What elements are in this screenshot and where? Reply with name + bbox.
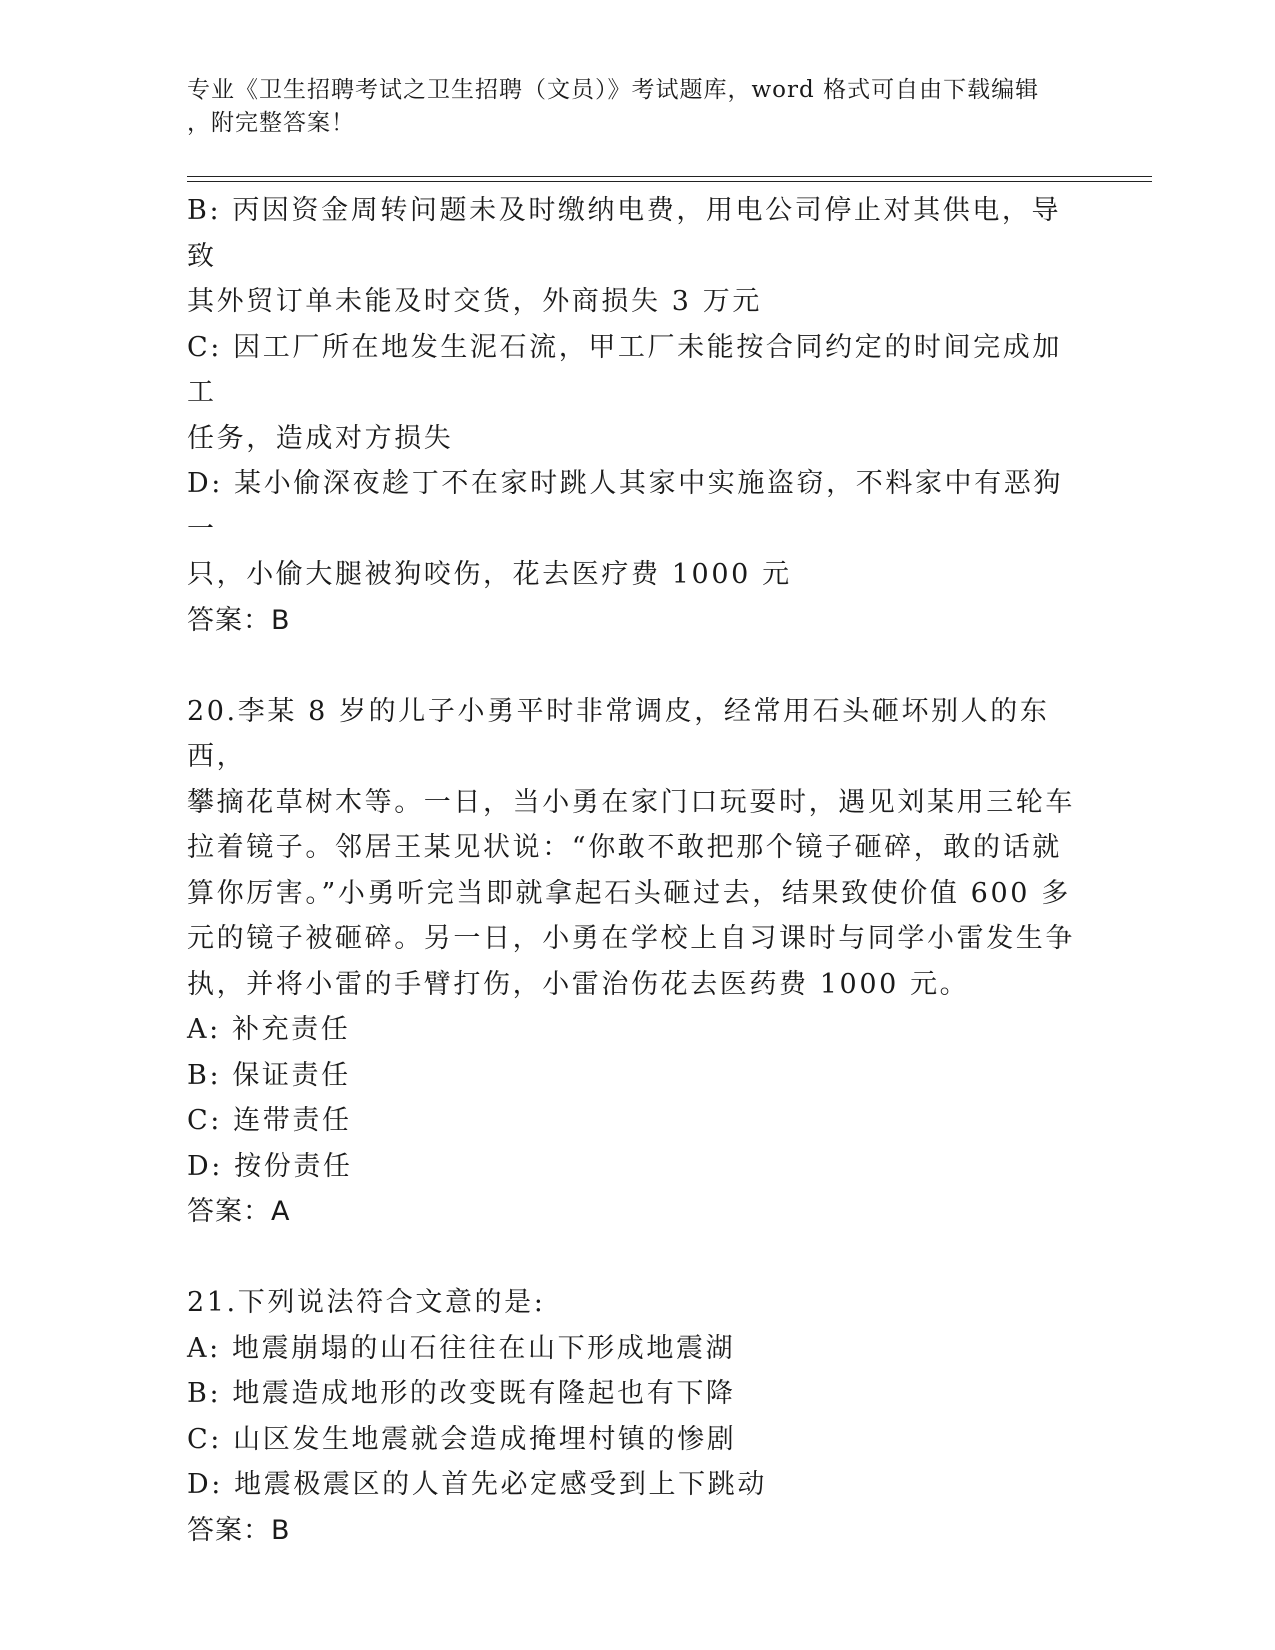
q19-option-c-line-2: 任务，造成对方损失	[187, 422, 454, 454]
q21-stem: 21.下列说法符合文意的是:	[187, 1287, 546, 1318]
q20-option-b: B: 保证责任	[187, 1059, 351, 1091]
header-title-line-1: 专业《卫生招聘考试之卫生招聘（文员）》考试题库，word 格式可自由下载编辑	[187, 77, 1040, 103]
q20-stem-line-2: 攀摘花草树木等。一日，当小勇在家门口玩耍时，遇见刘某用三轮车	[187, 786, 1075, 818]
q21-answer: 答案：B	[187, 1514, 291, 1546]
q20-option-a: A: 补充责任	[187, 1014, 351, 1045]
page-header	[187, 74, 1087, 140]
question-20	[187, 689, 1087, 1235]
q21-option-b: B: 地震造成地形的改变既有隆起也有下降	[187, 1378, 736, 1409]
spacer	[187, 1235, 1087, 1281]
q20-stem-line-4: 算你厉害。”小勇听完当即就拿起石头砸过去，结果致使价值 600 多	[187, 877, 1071, 909]
q19-option-d-line-1: D: 某小偷深夜趁丁不在家时跳人其家中实施盗窃，不料家中有恶狗一	[187, 468, 1063, 545]
q20-stem-line-6: 执，并将小雷的手臂打伤，小雷治伤花去医药费 1000 元。	[187, 968, 970, 1000]
header-divider-top	[187, 176, 1152, 177]
spacer	[187, 643, 1087, 689]
q20-answer: 答案：A	[187, 1196, 291, 1227]
q19-option-d-line-2: 只，小偷大腿被狗咬伤，花去医疗费 1000 元	[187, 559, 792, 590]
q21-option-c: C: 山区发生地震就会造成掩埋村镇的惨剧	[187, 1423, 737, 1455]
question-21	[187, 1280, 1087, 1553]
question-19-continued	[187, 188, 1087, 643]
document-body	[187, 188, 1087, 1553]
q20-option-d: D: 按份责任	[187, 1150, 353, 1182]
q21-option-a: A: 地震崩塌的山石往往在山下形成地震湖	[187, 1332, 736, 1364]
header-divider-bottom	[187, 181, 1152, 182]
q19-option-b-line-2: 其外贸订单未能及时交货，外商损失 3 万元	[187, 286, 762, 317]
header-title-line-2: ，附完整答案！	[187, 110, 355, 136]
q20-option-c: C: 连带责任	[187, 1105, 352, 1136]
q20-stem-line-1: 20.李某 8 岁的儿子小勇平时非常调皮，经常用石头砸坏别人的东西，	[187, 695, 1050, 772]
q21-option-d: D: 地震极震区的人首先必定感受到上下跳动	[187, 1469, 767, 1500]
q20-stem-line-3: 拉着镜子。邻居王某见状说：“你敢不敢把那个镜子砸碎，敢的话就	[187, 832, 1062, 863]
q19-answer: 答案：B	[187, 604, 291, 636]
q20-stem-line-5: 元的镜子被砸碎。另一日，小勇在学校上自习课时与同学小雷发生争	[187, 923, 1075, 954]
q19-option-b-line-1: B: 丙因资金周转问题未及时缴纳电费，用电公司停止对其供电，导致	[187, 195, 1062, 272]
q19-option-c-line-1: C: 因工厂所在地发生泥石流，甲工厂未能按合同约定的时间完成加工	[187, 331, 1062, 408]
